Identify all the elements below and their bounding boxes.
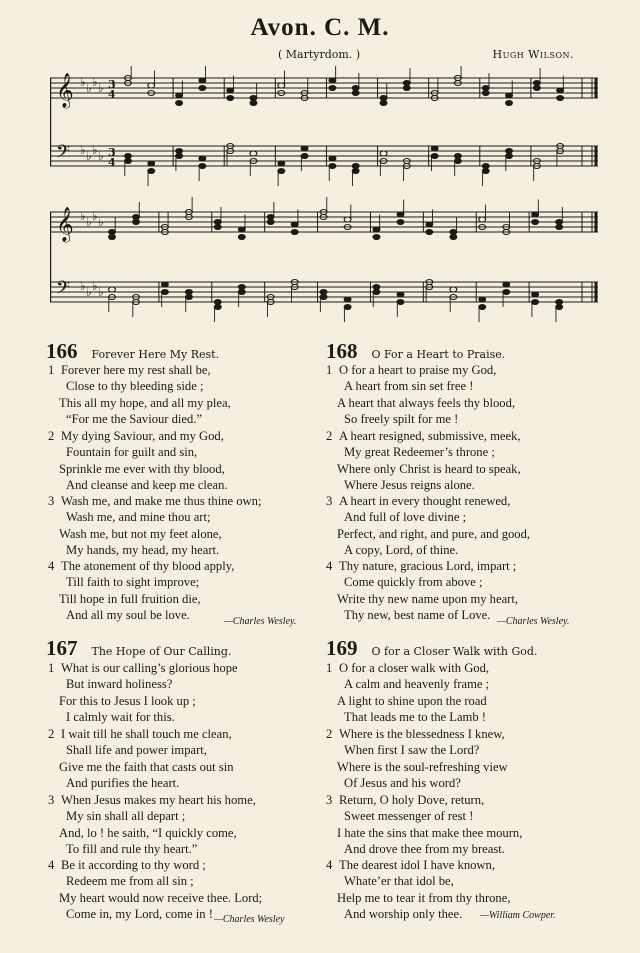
- note-head: [199, 78, 206, 83]
- verse-line: Write thy new name upon my heart,: [337, 591, 518, 606]
- note-head: [291, 222, 298, 227]
- verse-line: Come in, my Lord, come in !: [66, 907, 213, 922]
- note-head: [125, 154, 132, 159]
- verse-line: This all my hope, and all my plea,: [59, 395, 231, 410]
- verse-line: My hands, my head, my heart.: [66, 543, 220, 558]
- verse-line: Sprinkle me ever with thy blood,: [59, 461, 225, 476]
- note-head: [176, 154, 183, 159]
- note-head: [291, 230, 298, 235]
- note-head: [532, 292, 539, 297]
- note-head: [506, 101, 513, 106]
- note-head: [380, 96, 387, 101]
- stanza-number: 3: [326, 793, 333, 807]
- note-head: [133, 220, 140, 225]
- hymn-header-166: [46, 339, 219, 361]
- verse-line: Come quickly from above ;: [344, 575, 483, 590]
- verse-line: A copy, Lord, of thine.: [344, 543, 459, 558]
- note-head: [329, 78, 336, 83]
- note-head: [250, 96, 257, 101]
- note-head: [148, 83, 155, 88]
- stanza-168-4: [326, 558, 518, 624]
- time-signature: 3: [108, 78, 116, 91]
- stanza-169-2: [326, 726, 508, 792]
- verse-line: A heart that always feels thy blood,: [337, 395, 516, 410]
- stanza-169-1: [326, 660, 489, 726]
- flat-sign: ♭: [98, 215, 104, 229]
- note-head: [301, 146, 308, 151]
- tune-info: [0, 48, 640, 64]
- stanza-number: 2: [48, 429, 55, 443]
- note-head: [557, 88, 564, 93]
- note-head: [161, 290, 168, 295]
- verse-line: Till hope in full fruition die,: [59, 591, 201, 606]
- verse-line: Where only Christ is heard to speak,: [337, 461, 521, 476]
- verse-line: But inward holiness?: [66, 677, 173, 692]
- note-head: [482, 86, 489, 91]
- flat-sign: ♭: [86, 285, 92, 299]
- note-head: [267, 220, 274, 225]
- note-head: [503, 290, 510, 295]
- verse-line: Forever here my rest shall be,: [61, 363, 211, 377]
- note-head: [320, 295, 327, 300]
- stanza-167-2: [48, 726, 234, 792]
- flat-sign: ♭: [80, 209, 86, 223]
- stanza-168-3: [326, 493, 530, 559]
- hymn-number: 166: [46, 339, 78, 363]
- verse-line: And, lo ! he saith, “I quickly come,: [59, 825, 237, 840]
- hymn-title: O For a Heart to Praise.: [371, 348, 506, 361]
- note-head: [482, 164, 489, 169]
- verse-line: My sin shall all depart ;: [66, 809, 186, 824]
- note-head: [482, 91, 489, 96]
- verse-line: For this to Jesus I look up ;: [59, 693, 196, 708]
- note-head: [556, 300, 563, 305]
- note-head: [454, 159, 461, 164]
- note-head: [320, 290, 327, 295]
- verse-line: And all my soul be love.: [66, 608, 190, 623]
- bass-clef: 𝄢: [56, 278, 71, 303]
- note-head: [426, 230, 433, 235]
- note-head: [250, 151, 257, 156]
- note-head: [533, 86, 540, 91]
- verse-line: A calm and heavenly frame ;: [344, 677, 490, 692]
- stanza-166-3: [48, 493, 261, 559]
- stanza-number: 4: [48, 858, 55, 872]
- note-head: [227, 88, 234, 93]
- note-head: [352, 164, 359, 169]
- stanza-number: 2: [326, 727, 333, 741]
- note-head: [532, 300, 539, 305]
- verse-line: I wait till he shall touch me clean,: [61, 727, 232, 741]
- treble-clef: 𝄞: [56, 207, 74, 242]
- treble-clef: 𝄞: [56, 73, 74, 108]
- verse-line: A heart from sin set free !: [344, 379, 474, 394]
- hymn-header-168: [326, 339, 505, 361]
- verse-line: And purifies the heart.: [66, 776, 180, 791]
- note-head: [227, 96, 234, 101]
- page-title: Avon. C. M.: [250, 14, 390, 41]
- stanza-number: 3: [326, 494, 333, 508]
- flat-sign: ♭: [98, 285, 104, 299]
- note-head: [278, 161, 285, 166]
- flat-sign: ♭: [86, 81, 92, 95]
- stanza-number: 4: [326, 559, 333, 573]
- note-head: [479, 305, 486, 310]
- flat-sign: ♭: [80, 75, 86, 89]
- stanza-168-2: [326, 428, 521, 494]
- verse-line: Perfect, and right, and pure, and good,: [337, 526, 531, 541]
- stanza-number: 1: [48, 661, 55, 675]
- stanza-number: 4: [326, 858, 333, 872]
- verse-line: A heart resigned, submissive, meek,: [339, 429, 521, 443]
- note-head: [557, 96, 564, 101]
- hymn-author: —Charles Wesley.: [497, 616, 570, 627]
- note-head: [176, 93, 183, 98]
- note-head: [373, 227, 380, 232]
- note-head: [556, 225, 563, 230]
- note-head: [267, 215, 274, 220]
- note-head: [329, 86, 336, 91]
- verse-line: That leads me to the Lamb !: [344, 710, 486, 725]
- note-head: [450, 235, 457, 240]
- note-head: [454, 154, 461, 159]
- note-head: [380, 151, 387, 156]
- verse-line: To fill and rule thy heart.”: [66, 842, 198, 857]
- note-head: [133, 215, 140, 220]
- flat-sign: ♭: [92, 209, 98, 223]
- note-head: [125, 159, 132, 164]
- verse-line: A light to shine upon the road: [337, 693, 487, 708]
- hymn-title: Forever Here My Rest.: [91, 348, 220, 361]
- note-head: [506, 154, 513, 159]
- verse-line: When first I saw the Lord?: [344, 743, 480, 758]
- verse-line: Fountain for guilt and sin,: [66, 445, 198, 460]
- note-head: [556, 305, 563, 310]
- note-head: [148, 161, 155, 166]
- note-head: [176, 101, 183, 106]
- note-head: [403, 81, 410, 86]
- stanza-167-1: [48, 660, 238, 726]
- time-signature: 3: [108, 146, 116, 159]
- verse-line: Wash me, and make me thus thine own;: [61, 494, 262, 508]
- note-head: [431, 146, 438, 151]
- time-signature: 4: [108, 88, 116, 101]
- stanza-166-2: [48, 428, 228, 494]
- note-head: [380, 101, 387, 106]
- note-head: [186, 295, 193, 300]
- note-head: [503, 282, 510, 287]
- note-head: [186, 290, 193, 295]
- verse-line: And worship only thee.: [344, 907, 463, 922]
- note-head: [373, 285, 380, 290]
- note-head: [352, 169, 359, 174]
- flat-sign: ♭: [80, 279, 86, 293]
- note-head: [214, 220, 221, 225]
- verse-line: Where is the soul-refreshing view: [337, 759, 508, 774]
- note-head: [352, 91, 359, 96]
- verse-line: Where is the blessedness I knew,: [339, 727, 505, 741]
- hymn-author: —Charles Wesley: [214, 914, 285, 925]
- note-head: [176, 149, 183, 154]
- note-head: [214, 225, 221, 230]
- stanza-number: 3: [48, 793, 55, 807]
- verse-line: The dearest idol I have known,: [339, 858, 495, 872]
- time-signature: 4: [108, 156, 116, 169]
- flat-sign: ♭: [86, 215, 92, 229]
- tune-composer: Hugh Wilson.: [492, 48, 574, 61]
- note-head: [506, 93, 513, 98]
- note-head: [352, 86, 359, 91]
- note-head: [431, 154, 438, 159]
- note-head: [344, 297, 351, 302]
- note-head: [301, 154, 308, 159]
- note-head: [479, 217, 486, 222]
- hymn-title: The Hope of Our Calling.: [91, 645, 232, 658]
- note-head: [450, 287, 457, 292]
- stanza-166-4: [48, 558, 234, 624]
- stanza-number: 2: [48, 727, 55, 741]
- note-head: [329, 164, 336, 169]
- verse-line: Of Jesus and his word?: [344, 776, 461, 791]
- note-head: [450, 230, 457, 235]
- verse-line: Till faith to sight improve;: [66, 575, 200, 590]
- stanza-number: 4: [48, 559, 55, 573]
- stanza-166-1: [48, 362, 231, 428]
- verse-line: Give me the faith that casts out sin: [59, 759, 234, 774]
- note-head: [506, 149, 513, 154]
- note-head: [426, 222, 433, 227]
- note-head: [161, 282, 168, 287]
- note-head: [238, 285, 245, 290]
- verse-line: “For me the Saviour died.”: [66, 412, 203, 427]
- note-head: [532, 212, 539, 217]
- stanza-number: 1: [326, 661, 333, 675]
- verse-line: What is our calling’s glorious hope: [61, 661, 238, 675]
- flat-sign: ♭: [92, 75, 98, 89]
- stanza-number: 1: [48, 363, 55, 377]
- verse-line: Be it according to thy word ;: [61, 858, 206, 872]
- stanza-168-1: [326, 362, 515, 428]
- hymn-header-169: [326, 636, 537, 658]
- note-head: [199, 156, 206, 161]
- hymn-author: —Charles Wesley.: [224, 616, 297, 627]
- verse-line: So freely spilt for me !: [344, 412, 459, 427]
- verse-line: The atonement of thy blood apply,: [61, 559, 235, 573]
- note-head: [109, 230, 116, 235]
- verse-line: Where Jesus reigns alone.: [344, 478, 475, 493]
- verse-line: Shall life and power impart,: [66, 743, 207, 758]
- stanza-number: 3: [48, 494, 55, 508]
- verse-line: My dying Saviour, and my God,: [61, 429, 224, 443]
- hymn-number: 168: [326, 339, 358, 363]
- note-head: [109, 287, 116, 292]
- verse-line: And cleanse and keep me clean.: [66, 478, 228, 493]
- verse-line: Help me to tear it from thy throne,: [337, 890, 511, 905]
- flat-sign: ♭: [98, 149, 104, 163]
- note-head: [199, 164, 206, 169]
- flat-sign: ♭: [86, 149, 92, 163]
- note-head: [214, 300, 221, 305]
- flat-sign: ♭: [98, 81, 104, 95]
- note-head: [109, 235, 116, 240]
- note-head: [278, 83, 285, 88]
- note-head: [397, 300, 404, 305]
- music-score: [50, 66, 598, 328]
- verse-line: I calmly wait for this.: [66, 710, 175, 725]
- note-head: [482, 169, 489, 174]
- note-head: [344, 217, 351, 222]
- verse-line: O for a closer walk with God,: [339, 661, 490, 675]
- verse-line: And drove thee from my breast.: [344, 842, 505, 857]
- note-head: [397, 212, 404, 217]
- hymn-author: —William Cowper.: [480, 910, 556, 921]
- note-head: [397, 292, 404, 297]
- hymn-number: 167: [46, 636, 78, 660]
- flat-sign: ♭: [80, 143, 86, 157]
- note-head: [373, 290, 380, 295]
- verse-line: O for a heart to praise my God,: [339, 363, 497, 377]
- bass-clef: 𝄢: [56, 142, 71, 167]
- note-head: [533, 81, 540, 86]
- verse-line: Sweet messenger of rest !: [344, 809, 474, 824]
- note-head: [238, 227, 245, 232]
- note-head: [532, 220, 539, 225]
- note-head: [250, 101, 257, 106]
- verse-line: Whate’er that idol be,: [344, 874, 454, 889]
- verse-line: I hate the sins that make thee mourn,: [337, 825, 523, 840]
- hymn-header-167: [46, 636, 231, 658]
- verse-line: Close to thy bleeding side ;: [66, 379, 204, 394]
- hymn-title: O for a Closer Walk with God.: [371, 645, 538, 658]
- verse-line: My great Redeemer’s throne ;: [344, 445, 495, 460]
- verse-line: And full of love divine ;: [344, 510, 467, 525]
- stanza-number: 2: [326, 429, 333, 443]
- note-head: [214, 305, 221, 310]
- verse-line: Wash me, but not my feet alone,: [59, 526, 222, 541]
- stanza-167-4: [48, 857, 262, 923]
- music-notation: [50, 66, 598, 322]
- note-head: [238, 235, 245, 240]
- note-head: [238, 290, 245, 295]
- stanza-169-3: [326, 792, 522, 858]
- flat-sign: ♭: [92, 143, 98, 157]
- note-head: [397, 220, 404, 225]
- tune-alternate-name: ( Martyrdom. ): [278, 48, 361, 61]
- verse-line: Thy nature, gracious Lord, impart ;: [339, 559, 517, 573]
- note-head: [278, 169, 285, 174]
- verse-line: Return, O holy Dove, return,: [339, 793, 485, 807]
- verse-line: A heart in every thought renewed,: [339, 494, 511, 508]
- hymn-number: 169: [326, 636, 358, 660]
- verse-line: My heart would now receive thee. Lord;: [59, 890, 263, 905]
- note-head: [373, 235, 380, 240]
- verse-line: Wash me, and mine thou art;: [66, 510, 211, 525]
- note-head: [403, 86, 410, 91]
- stanza-167-3: [48, 792, 256, 858]
- note-head: [329, 156, 336, 161]
- note-head: [556, 220, 563, 225]
- stanza-number: 1: [326, 363, 333, 377]
- verse-line: Thy new, best name of Love.: [344, 608, 491, 623]
- verse-line: Redeem me from all sin ;: [66, 874, 194, 889]
- note-head: [199, 86, 206, 91]
- verse-line: When Jesus makes my heart his home,: [61, 793, 256, 807]
- note-head: [344, 305, 351, 310]
- note-head: [479, 297, 486, 302]
- note-head: [148, 169, 155, 174]
- flat-sign: ♭: [92, 279, 98, 293]
